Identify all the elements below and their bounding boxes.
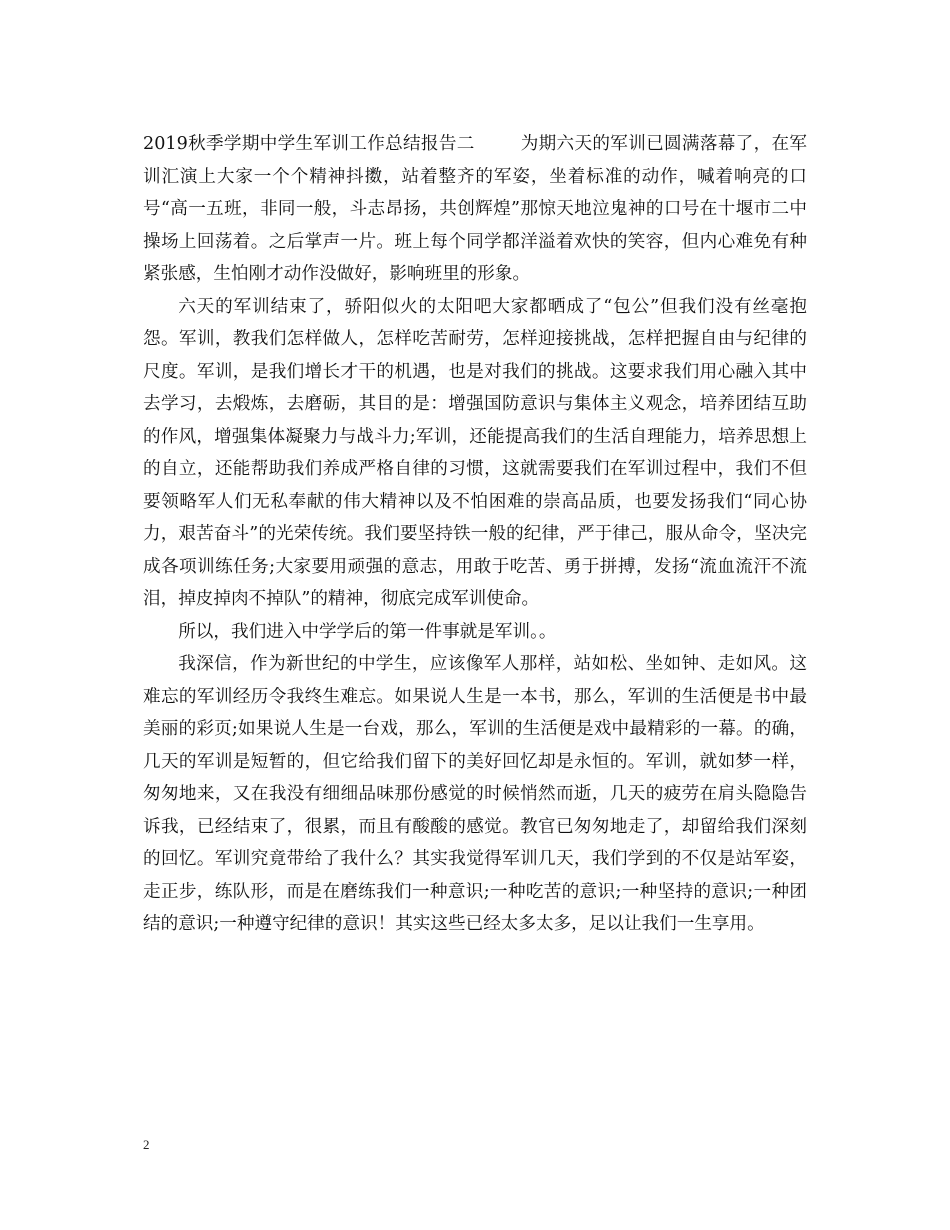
paragraph-2: 六天的军训结束了，骄阳似火的太阳吧大家都晒成了“包公”但我们没有丝毫抱怨。军训，教我们怎样做人，怎样吃苦耐劳，怎样迎接挑战，怎样把握自由与纪律的尺度。军训，是我们增长才干的机遇，也是对我们的挑战。这要求我们用心融入其中去学习，去煅炼，去磨砺，其目的是：增强国防意识与集体主义观念，培养团结互助的作风，增强集体凝聚力与战斗力;军训，还能提高我们的生活自理能力，培养思想上的自立，还能帮助我们养成严格自律的习惯，这就需要我们在军训过程中，我们不但要领略军人们无私奉献的伟大精神以及不怕困难的崇高品质，也要发扬我们“同心协力，艰苦奋斗”的光荣传统。我们要坚持铁一般的纪律，严于律己，服从命令，坚决完成各项训练任务;大家要用顽强的意志，用敢于吃苦、勇于拼搏，发扬“流血流汗不流泪，掉皮掉肉不掉队”的精神，彻底完成军训使命。 <box>143 296 807 609</box>
page-number: 2 <box>143 1137 150 1152</box>
document-title: 2019秋季学期中学生军训工作总结报告二 <box>143 134 475 154</box>
paragraph-intro <box>143 128 807 291</box>
paragraph-4: 我深信，作为新世纪的中学生，应该像军人那样，站如松、坐如钟、走如风。这难忘的军训经历令我终生难忘。如果说人生是一本书，那么，军训的生活便是书中最美丽的彩页;如果说人生是一台戏，那么，军训的生活便是戏中最精彩的一幕。的确，几天的军训是短暂的，但它给我们留下的美好回忆却是永恒的。军训，就如梦一样，匆匆地来，又在我没有细细品味那份感觉的时候悄然而逝，几天的疲劳在肩头隐隐告诉我，已经结束了，很累，而且有酸酸的感觉。教官已匆匆地走了，却留给我们深刻的回忆。军训究竟带给了我什么？其实我觉得军训几天，我们学到的不仅是站军姿，走正步，练队形，而是在磨练我们一种意识;一种吃苦的意识;一种坚持的意识;一种团结的意识;一种遵守纪律的意识！其实这些已经太多太多，足以让我们一生享用。 <box>143 654 807 934</box>
paragraph-3: 所以，我们进入中学学后的第一件事就是军训。。 <box>178 621 557 642</box>
paragraph-1-text: 为期六天的军训已圆满落幕了，在军训汇演上大家一个个精神抖擞，站着整齐的军姿，坐着标准的动作，喊着响亮的口号“高一五班，非同一般，斗志昂扬，共创辉煌”那惊天地泣鬼神的口号在十堰市二中操场上回荡着。之后掌声一片。班上每个同学都洋溢着欢快的笑容，但内心难免有种紧张感，生怕刚才动作没做好，影响班里的形象。 <box>143 134 807 284</box>
document-body <box>143 128 807 941</box>
